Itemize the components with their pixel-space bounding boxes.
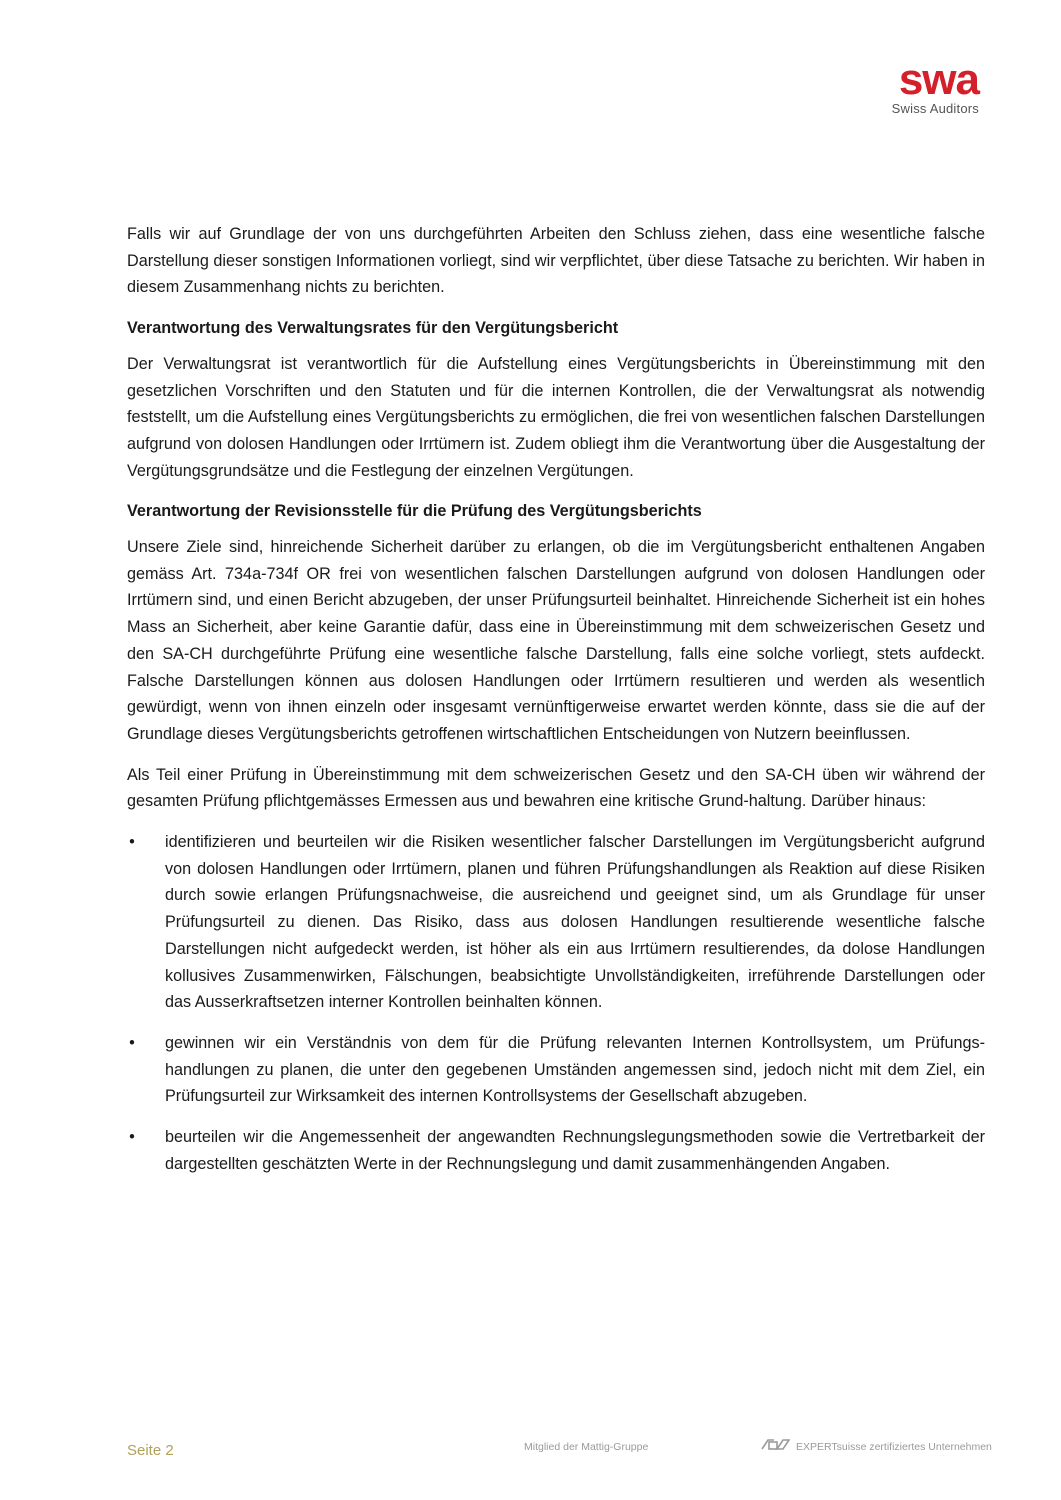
document-body <box>127 221 985 1192</box>
bullet-icon: • <box>129 1128 135 1147</box>
audit-procedures-list <box>127 829 985 1177</box>
list-item <box>127 1124 985 1177</box>
logo-subtitle: Swiss Auditors <box>891 101 979 116</box>
footer-certification-text: EXPERTsuisse zertifiziertes Unternehmen <box>796 1440 992 1453</box>
list-item-text: identifizieren und beurteilen wir die Risiken wesentlicher falscher Darstellungen im Vergütungsbericht aufgrund von dolosen Handlungen oder Irrtümern, planen und führen Prüfungshandlungen als Reaktion auf diese Risiken durch sowie erlangen Prüfungsnachweise, die ausreichend und geeignet sind, um als Grundlage für unser Prüfungsurteil zu dienen. Das Risiko, dass aus dolosen Handlungen resultierende wesentliche falsche Darstellungen nicht aufgedeckt werden, ist höher als ein aus Irrtümern resultierendes, da dolose Handlungen kollusives Zusammenwirken, Fälschungen, beabsichtigte Unvollständigkeiten, irreführende Darstellungen oder das Ausserkraftsetzen interner Kontrollen beinhalten können. <box>165 833 985 1012</box>
paragraph-audit-objectives: Unsere Ziele sind, hinreichende Sicherheit darüber zu erlangen, ob die im Vergütungsbericht enthaltenen Angaben gemäss Art. 734a-734f OR frei von wesentlichen falschen Darstellungen aufgrund von dolosen Handlungen oder Irrtümern sind, und einen Bericht abzugeben, der unser Prüfungsurteil beinhaltet. Hinreichende Sicherheit ist ein hohes Mass an Sicherheit, aber keine Garantie dafür, dass eine in Übereinstimmung mit dem schweizerischen Gesetz und den SA-CH durchgeführte Prüfung eine wesentliche falsche Darstellung, falls eine solche vorliegt, stets aufdeckt. Falsche Darstellungen können aus dolosen Handlungen oder Irrtümern resultieren und werden als wesentlich gewürdigt, wenn von ihnen einzeln oder insgesamt vernünftigerweise erwartet werden könnte, dass sie die auf der Grundlage dieses Vergütungsberichts getroffenen wirtschaftlichen Entscheidungen von Nutzern beeinflussen. <box>127 538 985 743</box>
paragraph-audit-judgement: Als Teil einer Prüfung in Übereinstimmung mit dem schweizerischen Gesetz und den SA-CH üben wir während der gesamten Prüfung pflichtgemässes Ermessen aus und bewahren eine kritische Grund-haltung. Darüber hinaus: <box>127 765 985 811</box>
logo-wordmark: swa <box>898 55 979 104</box>
list-item <box>127 1030 985 1110</box>
footer-certification <box>760 1437 992 1456</box>
list-item-text: gewinnen wir ein Verständnis von dem für die Prüfung relevanten Internen Kontrollsystem, um Prüfungshandlungen zu planen, die unter den gegebenen Umständen angemessen sind, jedoch nicht mit dem Ziel, ein Prüfungsurteil zur Wirksamkeit des internen Kontrollsystems der Gesellschaft abzugeben. <box>165 1033 985 1106</box>
bullet-icon: • <box>129 833 135 852</box>
page-number: Seite 2 <box>127 1442 174 1459</box>
expertsuisse-logo-icon <box>760 1437 790 1456</box>
paragraph-board-responsibility: Der Verwaltungsrat ist verantwortlich für die Aufstellung eines Vergütungsberichts in Übereinstimmung mit den gesetzlichen Vorschriften und den Statuten und für die internen Kontrollen, die der Verwaltungsrat als notwendig feststellt, um die Aufstellung eines Vergütungsberichts zu ermöglichen, die frei von wesentlichen falschen Darstellungen aufgrund von dolosen Handlungen oder Irrtümern ist. Zudem obliegt ihm die Verantwortung über die Ausgestaltung der Vergütungsgrundsätze und die Festlegung der einzelnen Vergütungen. <box>127 354 985 480</box>
heading-auditor-responsibility: Verantwortung der Revisionsstelle für die Prüfung des Vergütungsberichts <box>127 502 702 521</box>
list-item <box>127 829 985 1016</box>
company-logo <box>891 55 979 116</box>
bullet-icon: • <box>129 1033 135 1052</box>
list-item-text: beurteilen wir die Angemessenheit der angewandten Rechnungslegungsmethoden sowie die Vertretbarkeit der dargestellten geschätzten Werte in der Rechnungslegung und damit zusammenhängenden Angaben. <box>165 1128 985 1173</box>
footer-membership: Mitglied der Mattig-Gruppe <box>524 1441 649 1453</box>
heading-board-responsibility: Verantwortung des Verwaltungsrates für den Vergütungsbericht <box>127 319 619 338</box>
paragraph-other-information: Falls wir auf Grundlage der von uns durchgeführten Arbeiten den Schluss ziehen, dass eine wesentliche falsche Darstellung dieser sonstigen Informationen vorliegt, sind wir verpflichtet, über diese Tatsache zu berichten. Wir haben in diesem Zusammenhang nichts zu berichten. <box>127 225 985 297</box>
